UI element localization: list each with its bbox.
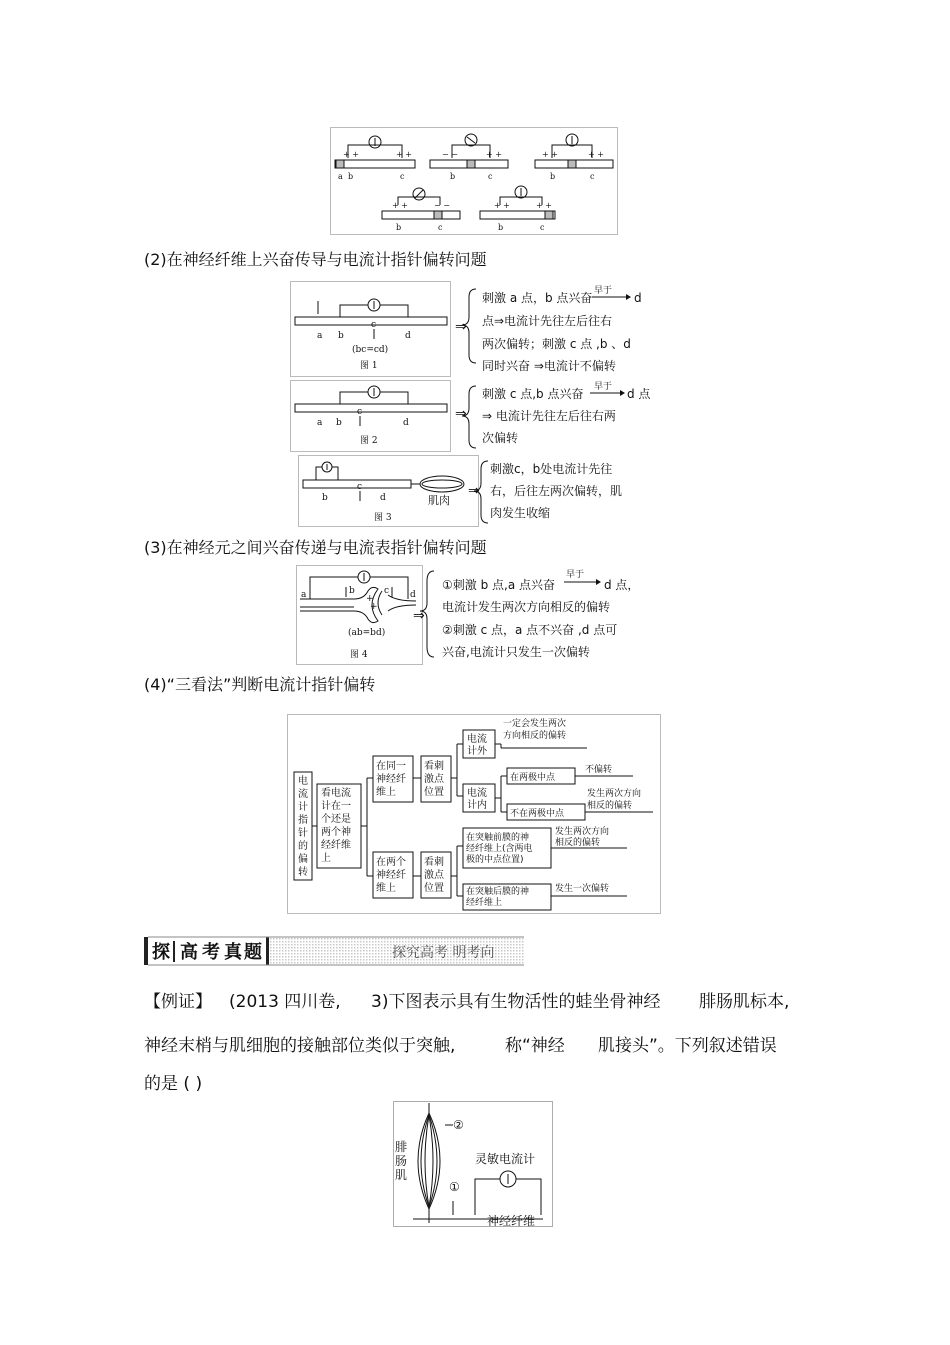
svg-text:肌肉: 肌肉 [428, 494, 450, 507]
svg-text:图 2: 图 2 [360, 436, 378, 446]
svg-text:肉发生收缩: 肉发生收缩 [490, 506, 551, 520]
svg-text:探究高考 明考向: 探究高考 明考向 [392, 945, 495, 961]
svg-text:c: c [357, 482, 363, 492]
svg-text:早于: 早于 [566, 570, 585, 580]
svg-text:d 点，: d 点， [604, 578, 640, 592]
svg-text:+: + [366, 594, 374, 604]
svg-text:d 点: d 点 [627, 387, 651, 401]
svg-text:b: b [396, 223, 402, 232]
svg-text:b: b [450, 172, 456, 181]
svg-text:c: c [400, 172, 405, 181]
svg-text:发生两次方向: 发生两次方向 [555, 827, 610, 837]
example-line-1a: 【例证】 [144, 992, 212, 1012]
svg-text:偏: 偏 [298, 854, 308, 865]
svg-text:计内: 计内 [467, 800, 487, 811]
example-line-2a: 神经末梢与肌细胞的接触部位类似于突触, [144, 1036, 456, 1056]
example-line-1d: 腓肠肌标本, [699, 992, 790, 1012]
svg-text:d: d [380, 493, 386, 503]
svg-text:看刺: 看刺 [424, 857, 444, 868]
svg-text:刺激c，b处电流计先往: 刺激c，b处电流计先往 [490, 462, 613, 476]
svg-text:计: 计 [298, 802, 308, 813]
svg-text:激点: 激点 [424, 774, 444, 785]
svg-text:一定会发生两次: 一定会发生两次 [503, 719, 567, 729]
svg-text:在两个: 在两个 [376, 857, 406, 868]
svg-text:神经纤维: 神经纤维 [487, 1214, 536, 1227]
svg-text:+ +: + + [588, 150, 604, 159]
svg-text:刺激 a 点，b 点兴奋: 刺激 a 点，b 点兴奋 [482, 291, 593, 305]
svg-text:b: b [322, 493, 328, 503]
svg-text:②: ② [453, 1118, 464, 1132]
svg-text:②刺激 c 点，a 点不兴奋 ,d 点可: ②刺激 c 点，a 点不兴奋 ,d 点可 [442, 623, 618, 637]
example-line-2c: 肌接头”。下列叙述错误 [598, 1036, 777, 1056]
svg-text:经纤维: 经纤维 [321, 840, 351, 851]
svg-text:发生两次方向: 发生两次方向 [587, 789, 642, 799]
figure-1 [290, 281, 658, 377]
svg-text:①: ① [449, 1180, 460, 1194]
svg-text:的: 的 [298, 841, 308, 852]
svg-text:流: 流 [298, 789, 308, 800]
svg-text:肌: 肌 [395, 1168, 408, 1182]
svg-text:神经纤: 神经纤 [376, 870, 406, 881]
svg-text:真: 真 [224, 942, 242, 963]
svg-text:灵敏电流计: 灵敏电流计 [475, 1152, 536, 1166]
svg-text:高: 高 [180, 942, 198, 963]
svg-text:图 1: 图 1 [360, 361, 378, 371]
heading-4: (4)“三看法”判断电流计指针偏转 [144, 675, 376, 694]
svg-text:同时兴奋 ⇒电流计不偏转: 同时兴奋 ⇒电流计不偏转 [482, 359, 616, 373]
svg-text:电: 电 [298, 776, 308, 787]
figure-3 [298, 455, 650, 527]
svg-text:图 4: 图 4 [350, 650, 368, 660]
svg-text:在突触前膜的神: 在突触前膜的神 [466, 833, 530, 843]
svg-text:c: c [540, 223, 545, 232]
heading-3: (3)在神经元之间兴奋传递与电流表指针偏转问题 [144, 538, 487, 557]
example-line-3: 的是 ( ) [144, 1074, 203, 1094]
svg-text:⇒: ⇒ [413, 608, 425, 624]
svg-text:早于: 早于 [594, 286, 613, 296]
svg-text:c: c [384, 586, 390, 596]
svg-text:看电流: 看电流 [321, 788, 351, 799]
svg-text:腓: 腓 [395, 1140, 408, 1154]
svg-text:次偏转: 次偏转 [482, 431, 519, 445]
svg-text:+ +: + + [396, 150, 412, 159]
svg-text:图 3: 图 3 [374, 513, 392, 523]
svg-text:位置: 位置 [424, 883, 444, 894]
svg-text:维上: 维上 [376, 883, 396, 894]
svg-text:点⇒电流计先往左后往右: 点⇒电流计先往左后往右 [482, 314, 613, 328]
svg-text:a: a [317, 331, 323, 341]
label-a: a [338, 172, 343, 181]
svg-text:b: b [349, 586, 355, 596]
svg-text:题: 题 [244, 942, 262, 963]
svg-text:在突触后膜的神: 在突触后膜的神 [466, 887, 530, 897]
svg-text:⇒ 电流计先往左后往右两: ⇒ 电流计先往左后往右两 [482, 409, 616, 423]
svg-text:电流: 电流 [467, 788, 487, 799]
svg-text:上: 上 [321, 853, 331, 864]
svg-text:相反的偏转: 相反的偏转 [587, 801, 633, 811]
svg-text:+ +: + + [343, 150, 359, 159]
svg-text:经纤维上(含两电: 经纤维上(含两电 [466, 844, 533, 854]
svg-text:肠: 肠 [395, 1154, 408, 1168]
svg-text:⇒: ⇒ [455, 319, 467, 335]
svg-text:早于: 早于 [594, 382, 613, 392]
section-banner [144, 935, 524, 967]
svg-text:两次偏转；刺激 c 点 ,b 、d: 两次偏转；刺激 c 点 ,b 、d [482, 337, 631, 351]
svg-text:不偏转: 不偏转 [585, 765, 613, 775]
svg-text:+ +: + + [486, 150, 502, 159]
example-line-1b: (2013 四川卷, [229, 992, 341, 1012]
svg-text:c: c [590, 172, 595, 181]
svg-text:电流计发生两次方向相反的偏转: 电流计发生两次方向相反的偏转 [442, 600, 611, 614]
svg-text:c: c [488, 172, 493, 181]
svg-text:不在两极中点: 不在两极中点 [510, 809, 565, 819]
svg-text:b: b [336, 418, 342, 428]
svg-text:个还是: 个还是 [321, 814, 351, 825]
svg-text:+ +: + + [536, 201, 552, 210]
svg-text:两个神: 两个神 [321, 827, 351, 838]
svg-text:+ +: + + [494, 201, 510, 210]
svg-text:考: 考 [202, 942, 220, 963]
svg-text:b: b [338, 331, 344, 341]
svg-text:d: d [403, 418, 409, 428]
svg-text:兴奋,电流计只发生一次偏转: 兴奋,电流计只发生一次偏转 [442, 645, 590, 659]
svg-text:指: 指 [298, 815, 308, 826]
svg-text:方向相反的偏转: 方向相反的偏转 [503, 731, 567, 741]
svg-text:d: d [410, 590, 416, 600]
svg-text:计外: 计外 [467, 746, 487, 757]
svg-text:右，后往左两次偏转，肌: 右，后往左两次偏转，肌 [490, 484, 623, 498]
svg-text:+ +: + + [392, 201, 408, 210]
frog-nerve-muscle-figure [393, 1101, 553, 1227]
svg-text:看刺: 看刺 [424, 761, 444, 772]
svg-text:c: c [371, 320, 377, 330]
svg-text:在同一: 在同一 [376, 761, 406, 772]
svg-text:神经纤: 神经纤 [376, 774, 406, 785]
svg-text:d: d [634, 291, 642, 305]
figure-4 [296, 565, 652, 665]
example-line-1c: 3)下图表示具有生物活性的蛙坐骨神经 [371, 992, 661, 1012]
figure-2 [290, 380, 658, 452]
svg-text:⇒: ⇒ [455, 406, 467, 422]
svg-text:− −: − − [442, 150, 458, 159]
svg-text:⇒: ⇒ [468, 483, 480, 499]
svg-text:d: d [405, 331, 411, 341]
svg-text:在两极中点: 在两极中点 [510, 773, 556, 783]
svg-text:极的中点位置): 极的中点位置) [466, 855, 524, 865]
svg-text:c: c [357, 407, 363, 417]
svg-text:探: 探 [152, 942, 170, 963]
svg-text:b: b [498, 223, 504, 232]
svg-text:位置: 位置 [424, 787, 444, 798]
heading-2: (2)在神经纤维上兴奋传导与电流计指针偏转问题 [144, 250, 487, 269]
svg-text:(ab=bd): (ab=bd) [348, 628, 386, 638]
svg-text:b: b [348, 172, 354, 181]
svg-text:a: a [301, 590, 307, 600]
svg-text:相反的偏转: 相反的偏转 [555, 838, 601, 848]
svg-text:b: b [550, 172, 556, 181]
svg-text:转: 转 [298, 867, 308, 878]
svg-text:a: a [317, 418, 323, 428]
svg-text:发生一次偏转: 发生一次偏转 [555, 884, 610, 894]
svg-text:c: c [438, 223, 443, 232]
example-line-2b: 称“神经 [505, 1036, 565, 1056]
svg-text:计在一: 计在一 [321, 801, 351, 812]
svg-text:维上: 维上 [376, 787, 396, 798]
svg-text:电流: 电流 [467, 734, 487, 745]
svg-text:①刺激 b 点,a 点兴奋: ①刺激 b 点,a 点兴奋 [442, 578, 555, 592]
svg-text:+: + [370, 602, 378, 612]
svg-text:(bc=cd): (bc=cd) [352, 345, 389, 355]
three-look-flowchart [287, 714, 661, 914]
svg-text:激点: 激点 [424, 870, 444, 881]
top-galvanometer-figure [330, 127, 618, 235]
svg-text:刺激 c 点,b 点兴奋: 刺激 c 点,b 点兴奋 [482, 387, 584, 401]
svg-text:针: 针 [298, 828, 308, 839]
svg-text:− −: − − [434, 201, 450, 210]
svg-text:+ +: + + [542, 150, 558, 159]
svg-text:经纤维上: 经纤维上 [466, 898, 503, 908]
